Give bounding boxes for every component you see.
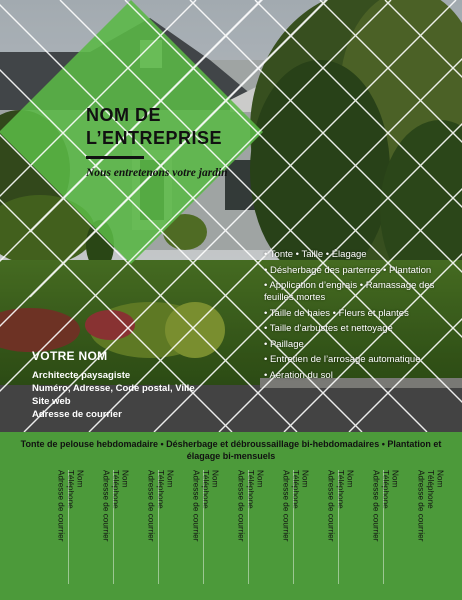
tab-separator bbox=[158, 470, 159, 584]
tab-email: Adresse de courrier bbox=[146, 470, 156, 542]
owner-contact bbox=[32, 349, 195, 421]
tab-separator bbox=[383, 470, 384, 584]
tagline: Nous entretenons votre jardin bbox=[86, 167, 228, 179]
service-item: • Paillage bbox=[264, 338, 304, 350]
tear-tab[interactable] bbox=[75, 468, 130, 586]
tab-email: Adresse de courrier bbox=[371, 470, 381, 542]
tab-phone: Téléphone bbox=[201, 470, 210, 509]
service-item: • Aération du sol bbox=[264, 369, 333, 381]
owner-address: Numéro, Adresse, Code postal, Ville bbox=[32, 383, 195, 394]
tab-separator bbox=[248, 470, 249, 584]
tab-name: Nom bbox=[120, 470, 130, 488]
tab-name: Nom bbox=[435, 470, 445, 488]
title-underline bbox=[86, 156, 144, 159]
tab-email: Adresse de courrier bbox=[326, 470, 336, 542]
tear-tab[interactable] bbox=[255, 468, 310, 586]
offer-text: Tonte de pelouse hebdomadaire • Désherbage et débroussaillage bi-hebdomadaires • Plantation et élagage bi-mensuels bbox=[20, 439, 442, 461]
service-item: • Tonte • Taille • Élagage bbox=[264, 249, 367, 260]
service-item: • Taille de haies • Fleurs et plantes bbox=[264, 307, 409, 319]
tab-email: Adresse de courrier bbox=[191, 470, 201, 542]
service-item: • Taille d’arbustes et nettoyage bbox=[264, 323, 393, 334]
tab-name: Nom bbox=[165, 470, 175, 488]
tab-name: Nom bbox=[75, 470, 85, 488]
tab-phone: Téléphone bbox=[426, 470, 435, 509]
tear-off-panel bbox=[0, 432, 462, 600]
tab-name: Nom bbox=[210, 470, 220, 488]
owner-website: Site web bbox=[32, 396, 71, 407]
owner-title: Architecte paysagiste bbox=[32, 370, 131, 381]
service-item: • Application d’engrais • Ramassage des feuilles mortes bbox=[264, 280, 435, 303]
tear-tab[interactable] bbox=[345, 468, 400, 586]
owner-name: VOTRE NOM bbox=[32, 349, 108, 363]
tear-tab[interactable] bbox=[165, 468, 220, 586]
tab-separator bbox=[293, 470, 294, 584]
services-list bbox=[264, 249, 439, 385]
tab-separator bbox=[338, 470, 339, 584]
tab-phone: Téléphone bbox=[381, 470, 390, 509]
tear-tab[interactable] bbox=[300, 468, 355, 586]
tab-phone: Téléphone bbox=[246, 470, 255, 509]
tab-separator bbox=[68, 470, 69, 584]
tear-tab[interactable] bbox=[210, 468, 265, 586]
tab-phone: Téléphone bbox=[156, 470, 165, 509]
tear-tab[interactable] bbox=[30, 468, 85, 586]
tab-email: Adresse de courrier bbox=[416, 470, 426, 542]
tab-separator bbox=[203, 470, 204, 584]
tear-tab-text bbox=[416, 470, 445, 541]
tear-tab[interactable] bbox=[120, 468, 175, 586]
company-name: NOM DE L’ENTREPRISE bbox=[86, 105, 223, 148]
tab-phone: Téléphone bbox=[291, 470, 300, 509]
service-item: • Désherbage des parterres • Plantation bbox=[264, 264, 432, 276]
title-block bbox=[86, 104, 246, 180]
tab-separator bbox=[113, 470, 114, 584]
tab-name: Nom bbox=[300, 470, 310, 488]
tab-name: Nom bbox=[345, 470, 355, 488]
tab-email: Adresse de courrier bbox=[281, 470, 291, 542]
tab-email: Adresse de courrier bbox=[56, 470, 66, 542]
service-item: • Entretien de l’arrosage automatique bbox=[264, 354, 421, 365]
tear-tab[interactable] bbox=[390, 468, 445, 586]
tab-phone: Téléphone bbox=[66, 470, 75, 509]
owner-email: Adresse de courrier bbox=[32, 409, 122, 420]
tab-name: Nom bbox=[255, 470, 265, 488]
tab-name: Nom bbox=[390, 470, 400, 488]
tab-email: Adresse de courrier bbox=[236, 470, 246, 542]
tab-email: Adresse de courrier bbox=[101, 470, 111, 542]
tab-phone: Téléphone bbox=[111, 470, 120, 509]
tab-phone: Téléphone bbox=[336, 470, 345, 509]
